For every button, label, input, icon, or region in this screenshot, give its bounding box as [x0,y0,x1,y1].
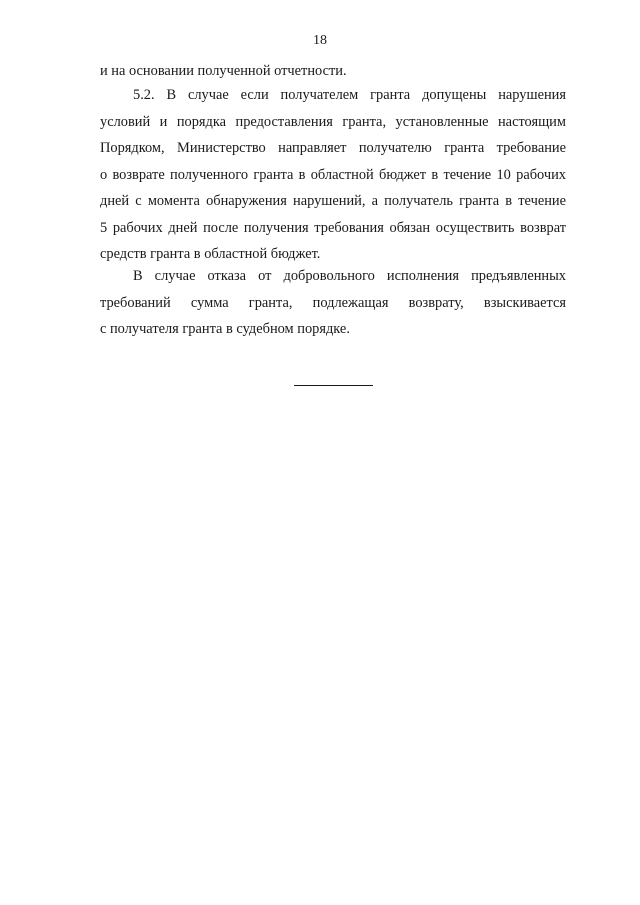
text-line: о возврате полученного гранта в областной бюджет в течение 10 рабочих [100,166,566,183]
text-line: Порядком, Министерство направляет получателю гранта требование [100,140,566,156]
end-of-document-rule [294,385,373,386]
text-line: дней с момента обнаружения нарушений, а получатель гранта в течение [100,193,566,209]
page-number: 18 [313,33,327,48]
paragraph-continuation [100,58,566,85]
text-line: условий и порядка предоставления гранта, установленные настоящим [100,113,566,130]
text-line: требований сумма гранта, подлежащая возврату, взыскивается [100,294,566,311]
text-line: средств гранта в областной бюджет. [100,246,321,262]
paragraph-5-2 [100,82,566,268]
text-line: 5 рабочих дней после получения требования обязан осуществить возврат [100,219,566,236]
text-line: с получателя гранта в судебном порядке. [100,321,350,337]
text-line: 5.2. В случае если получателем гранта допущены нарушения [133,87,566,103]
text-line: и на основании полученной отчетности. [100,63,347,79]
paragraph-refusal [100,263,566,343]
text-line: В случае отказа от добровольного исполнения предъявленных [133,268,566,284]
